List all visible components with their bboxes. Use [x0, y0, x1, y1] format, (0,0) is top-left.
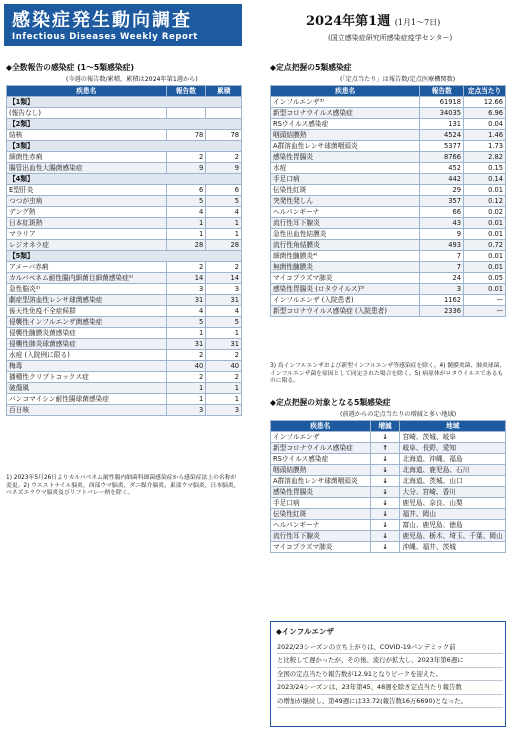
left-section-note: (今週の報告数/累積，累積は2024年第1週から) — [66, 76, 198, 83]
report-title: 感染症発生動向調査 — [12, 10, 192, 31]
category-row — [7, 141, 242, 152]
disease-name: (報告なし) — [7, 108, 167, 119]
influenza-line: 2023/24シーズンは、23年第45、48週を除き定点当たり報告数 — [277, 681, 503, 694]
disease-name: 細菌性髄膜炎⁴⁾ — [271, 251, 420, 262]
table-row — [7, 317, 242, 328]
weekly-count: 3 — [166, 284, 206, 295]
cumulative-count: 4 — [206, 207, 242, 218]
report-count: 2336 — [420, 306, 464, 317]
report-title-english: Infectious Diseases Weekly Report — [12, 32, 198, 42]
arrow-up-icon: ↑ — [382, 444, 388, 452]
disease-name: 伝染性紅斑 — [271, 185, 420, 196]
cumulative-count: 9 — [206, 163, 242, 174]
disease-name: 日本紅斑熱 — [7, 218, 167, 229]
per-sentinel: 0.14 — [464, 174, 506, 185]
weekly-count: 31 — [166, 295, 206, 306]
disease-name: ヘルパンギーナ — [271, 520, 371, 531]
table-row — [271, 251, 506, 262]
table-row — [7, 284, 242, 295]
table-row — [7, 383, 242, 394]
per-sentinel: 6.96 — [464, 108, 506, 119]
region-list: 北海道、鹿児島、石川 — [400, 465, 506, 476]
trend-cell — [370, 520, 400, 531]
col-header-cumulative: 累積 — [206, 86, 242, 97]
weekly-count: 2 — [166, 262, 206, 273]
disease-name: A群溶血性レンサ球菌咽頭炎 — [271, 141, 420, 152]
table-row — [271, 498, 506, 509]
disease-name: 侵襲性肺炎球菌感染症 — [7, 339, 167, 350]
table-row — [271, 509, 506, 520]
influenza-title: ◆インフルエンザ — [276, 627, 334, 636]
disease-name: 結核 — [7, 130, 167, 141]
disease-name: 新型コロナウイルス感染症 (入院患者) — [271, 306, 420, 317]
table-row — [271, 262, 506, 273]
influenza-box — [270, 621, 506, 727]
category-row — [7, 119, 242, 130]
per-sentinel: 0.15 — [464, 163, 506, 174]
disease-name: 感染性胃腸炎 — [271, 152, 420, 163]
left-footnote: 1) 2023年5月26日よりカルバペネム耐性腸内細菌科細菌感染症から感染症法上の名称が変更。2) ウエストナイル脳炎、西部ウマ脳炎、ダニ媒介脳炎、東部ウマ脳炎、日本脳炎、ベネズエラウマ脳炎及びリフトバレー熱を除く。 — [6, 475, 240, 497]
category-row — [7, 174, 242, 185]
report-count: 357 — [420, 196, 464, 207]
weekly-count: 1 — [166, 218, 206, 229]
cumulative-count: 31 — [206, 295, 242, 306]
cumulative-count: 40 — [206, 361, 242, 372]
per-sentinel: 0.01 — [464, 251, 506, 262]
disease-name: 咽頭結膜熱 — [271, 465, 371, 476]
disease-name: インフルエンザ — [271, 432, 371, 443]
per-sentinel: 0.01 — [464, 284, 506, 295]
region-list: 福井、岡山 — [400, 509, 506, 520]
report-count: 34035 — [420, 108, 464, 119]
report-week — [306, 10, 440, 29]
table-row — [271, 273, 506, 284]
report-count: 5377 — [420, 141, 464, 152]
report-count: 29 — [420, 185, 464, 196]
table-row — [271, 295, 506, 306]
category-label: 【1類】 — [7, 97, 242, 108]
table-row — [7, 163, 242, 174]
region-list: 鹿児島、栃木、埼玉、千葉、岡山 — [400, 531, 506, 542]
right-section-title: ◆定点把握の5類感染症 — [270, 63, 352, 72]
disease-name: 水痘 (入院例に限る) — [7, 350, 167, 361]
table-row — [7, 196, 242, 207]
table-row — [271, 542, 506, 553]
region-list: 沖縄、福井、茨城 — [400, 542, 506, 553]
trend-cell — [370, 509, 400, 520]
weekly-count: 2 — [166, 372, 206, 383]
report-count: 43 — [420, 218, 464, 229]
arrow-down-icon: ↓ — [382, 543, 388, 551]
category-row — [7, 251, 242, 262]
trend-cell — [370, 443, 400, 454]
table-row — [7, 405, 242, 416]
cumulative-count: 1 — [206, 394, 242, 405]
table-row — [271, 487, 506, 498]
per-sentinel: 1.73 — [464, 141, 506, 152]
disease-name: つつが虫病 — [7, 196, 167, 207]
table-row — [271, 476, 506, 487]
weekly-count: 6 — [166, 185, 206, 196]
table-row — [271, 119, 506, 130]
table-row — [7, 229, 242, 240]
region-list: 岐阜、長野、愛知 — [400, 443, 506, 454]
disease-name: 手足口病 — [271, 174, 420, 185]
cumulative-count: 2 — [206, 372, 242, 383]
arrow-down-icon: ↓ — [382, 455, 388, 463]
weekly-count: 1 — [166, 229, 206, 240]
per-sentinel: 0.01 — [464, 218, 506, 229]
category-label: 【2類】 — [7, 119, 242, 130]
arrow-down-icon: ↓ — [382, 477, 388, 485]
weekly-count: 1 — [166, 394, 206, 405]
cumulative-count: 78 — [206, 130, 242, 141]
col-header-region: 地域 — [400, 421, 506, 432]
table-row — [7, 130, 242, 141]
table-row — [271, 531, 506, 542]
arrow-down-icon: ↓ — [382, 466, 388, 474]
category-label: 【3類】 — [7, 141, 242, 152]
weekly-count: 78 — [166, 130, 206, 141]
disease-name: 流行性角結膜炎 — [271, 240, 420, 251]
disease-name: インフルエンザ³⁾ — [271, 97, 420, 108]
per-sentinel: 2.82 — [464, 152, 506, 163]
cumulative-count: 3 — [206, 405, 242, 416]
report-count: 8766 — [420, 152, 464, 163]
report-count: 452 — [420, 163, 464, 174]
cumulative-count: 5 — [206, 196, 242, 207]
table-row — [7, 218, 242, 229]
trend-cell — [370, 531, 400, 542]
table-row — [271, 465, 506, 476]
region-list: 北海道、沖縄、福島 — [400, 454, 506, 465]
trend-cell — [370, 476, 400, 487]
weekly-count: 3 — [166, 405, 206, 416]
col-header-count: 報告数 — [166, 86, 206, 97]
cumulative-count: 2 — [206, 350, 242, 361]
disease-name: 感染性胃腸炎 — [271, 487, 371, 498]
weekly-count: 14 — [166, 273, 206, 284]
disease-name: 侵襲性髄膜炎菌感染症 — [7, 328, 167, 339]
disease-name: 流行性耳下腺炎 — [271, 218, 420, 229]
table-row — [271, 141, 506, 152]
disease-name: 流行性耳下腺炎 — [271, 531, 371, 542]
arrow-down-icon: ↓ — [382, 521, 388, 529]
disease-name: マイコプラズマ肺炎 — [271, 542, 371, 553]
disease-name: RSウイルス感染症 — [271, 454, 371, 465]
disease-name: 破傷風 — [7, 383, 167, 394]
report-count: 24 — [420, 273, 464, 284]
per-sentinel: 0.01 — [464, 262, 506, 273]
trend-cell — [370, 498, 400, 509]
disease-name: 百日咳 — [7, 405, 167, 416]
table-row — [7, 394, 242, 405]
influenza-body — [277, 641, 503, 708]
disease-name: アメーバ赤痢 — [7, 262, 167, 273]
notifiable-disease-table — [6, 85, 242, 416]
cumulative-count: 1 — [206, 229, 242, 240]
disease-name: 急性出血性結膜炎 — [271, 229, 420, 240]
influenza-line: と比較して遅かったが、その後、流行が拡大し、2023年第6週に — [277, 654, 503, 667]
region-list: 大分、宮崎、香川 — [400, 487, 506, 498]
table-row — [271, 130, 506, 141]
report-count: 3 — [420, 284, 464, 295]
per-sentinel: 0.01 — [464, 229, 506, 240]
disease-name: 腸管出血性大腸菌感染症 — [7, 163, 167, 174]
right-footnote: 3) 鳥インフルエンザおよび新型インフルエンザ等感染症を除く。4) 髄膜炎菌、肺炎球菌、インフルエンザ菌を原因として同定された場合を除く。5) 病原体がロタウイルスであるものに限る。 — [270, 363, 506, 385]
disease-name: 無菌性髄膜炎 — [271, 262, 420, 273]
cumulative-count: 2 — [206, 152, 242, 163]
disease-name: A群溶血性レンサ球菌咽頭炎 — [271, 476, 371, 487]
weekly-count: 2 — [166, 152, 206, 163]
arrow-down-icon: ↓ — [382, 433, 388, 441]
category-row — [7, 97, 242, 108]
cumulative-count: 1 — [206, 383, 242, 394]
cumulative-count: 4 — [206, 306, 242, 317]
weekly-count: 4 — [166, 207, 206, 218]
influenza-line: 全国の定点当たり報告数が12.91となりピークを迎えた。 — [277, 668, 503, 681]
trend-section-note: (前週からの定点当たりの増減と多い地域) — [340, 411, 457, 418]
table-row — [271, 306, 506, 317]
table-row — [271, 97, 506, 108]
report-count: 61918 — [420, 97, 464, 108]
table-row — [7, 295, 242, 306]
report-count: 7 — [420, 262, 464, 273]
col-header-trend: 増減 — [370, 421, 400, 432]
table-row — [271, 443, 506, 454]
left-section-title: ◆全数報告の感染症 (1～5類感染症) — [6, 63, 135, 72]
report-count: 66 — [420, 207, 464, 218]
table-row — [7, 152, 242, 163]
table-row — [271, 240, 506, 251]
weekly-count: 1 — [166, 328, 206, 339]
disease-name: マラリア — [7, 229, 167, 240]
table-row — [7, 108, 242, 119]
arrow-down-icon: ↓ — [382, 532, 388, 540]
col-header-count: 報告数 — [420, 86, 464, 97]
weekly-count: 2 — [166, 350, 206, 361]
report-count: 4524 — [420, 130, 464, 141]
disease-name: 播種性クリプトコックス症 — [7, 372, 167, 383]
trend-cell — [370, 487, 400, 498]
trend-cell — [370, 432, 400, 443]
disease-name: RSウイルス感染症 — [271, 119, 420, 130]
table-row — [7, 372, 242, 383]
table-row — [271, 207, 506, 218]
table-row — [271, 229, 506, 240]
per-sentinel: — — [464, 306, 506, 317]
weekly-count: 31 — [166, 339, 206, 350]
weekly-count: 4 — [166, 306, 206, 317]
table-row — [7, 207, 242, 218]
table-row — [271, 108, 506, 119]
trend-section-title: ◆定点把握の対象となる5類感染症 — [270, 398, 391, 407]
disease-name: 劇症型溶血性レンサ球菌感染症 — [7, 295, 167, 306]
disease-name: 急性脳炎²⁾ — [7, 284, 167, 295]
table-row — [7, 361, 242, 372]
report-count: 442 — [420, 174, 464, 185]
disease-name: 咽頭結膜熱 — [271, 130, 420, 141]
table-row — [7, 306, 242, 317]
cumulative-count: 5 — [206, 317, 242, 328]
table-row — [7, 240, 242, 251]
disease-name: 突発性発しん — [271, 196, 420, 207]
influenza-line: 2022/23シーズンの立ち上がりは、COVID-19パンデミック前 — [277, 641, 503, 654]
weekly-count: 5 — [166, 196, 206, 207]
disease-name: ヘルパンギーナ — [271, 207, 420, 218]
table-row — [271, 284, 506, 295]
disease-name: 新型コロナウイルス感染症 — [271, 443, 371, 454]
region-list: 富山、鹿児島、徳島 — [400, 520, 506, 531]
right-section-note: (「定点当たり」は報告数/定点医療機関数) — [340, 76, 456, 83]
disease-name: E型肝炎 — [7, 185, 167, 196]
disease-name: 感染性胃腸炎 (ロタウイルス)⁵⁾ — [271, 284, 420, 295]
report-count: 9 — [420, 229, 464, 240]
disease-name: 梅毒 — [7, 361, 167, 372]
title-banner — [4, 4, 242, 46]
region-list: 鹿児島、奈良、山梨 — [400, 498, 506, 509]
table-row — [7, 273, 242, 284]
per-sentinel: 0.72 — [464, 240, 506, 251]
cumulative-count: 31 — [206, 339, 242, 350]
cumulative-count: 6 — [206, 185, 242, 196]
cumulative-count — [206, 108, 242, 119]
weekly-count: 5 — [166, 317, 206, 328]
influenza-line: の増加が継続し、第49週には33.72(報告数16万6690)となった。 — [277, 695, 503, 708]
per-sentinel: 0.02 — [464, 207, 506, 218]
table-row — [271, 454, 506, 465]
weekly-count: 1 — [166, 383, 206, 394]
disease-name: 水痘 — [271, 163, 420, 174]
weekly-count — [166, 108, 206, 119]
organization: (国立感染症研究所感染症疫学センター) — [328, 34, 453, 42]
report-header — [0, 0, 512, 48]
category-label: 【5類】 — [7, 251, 242, 262]
per-sentinel: 12.66 — [464, 97, 506, 108]
table-row — [271, 152, 506, 163]
arrow-down-icon: ↓ — [382, 510, 388, 518]
col-header-disease: 疾患名 — [7, 86, 167, 97]
disease-name: 侵襲性インフルエンザ菌感染症 — [7, 317, 167, 328]
category-label: 【4類】 — [7, 174, 242, 185]
disease-name: カルバペネム耐性腸内細菌目細菌感染症¹⁾ — [7, 273, 167, 284]
week-label: 2024年第1週 — [306, 14, 391, 29]
table-row — [7, 185, 242, 196]
table-row — [7, 350, 242, 361]
trend-table — [270, 420, 506, 553]
col-header-disease: 疾患名 — [271, 86, 420, 97]
week-range: (1月1～7日) — [394, 18, 441, 27]
per-sentinel: 1.46 — [464, 130, 506, 141]
disease-name: 手足口病 — [271, 498, 371, 509]
weekly-count: 40 — [166, 361, 206, 372]
cumulative-count: 1 — [206, 328, 242, 339]
weekly-count: 28 — [166, 240, 206, 251]
sentinel-disease-table — [270, 85, 506, 317]
table-row — [271, 432, 506, 443]
table-row — [271, 185, 506, 196]
disease-name: 後天性免疫不全症候群 — [7, 306, 167, 317]
cumulative-count: 3 — [206, 284, 242, 295]
col-header-per-sentinel: 定点当たり — [464, 86, 506, 97]
region-list: 北海道、茨城、山口 — [400, 476, 506, 487]
disease-name: レジオネラ症 — [7, 240, 167, 251]
cumulative-count: 14 — [206, 273, 242, 284]
report-count: 7 — [420, 251, 464, 262]
table-row — [7, 328, 242, 339]
per-sentinel: 0.05 — [464, 273, 506, 284]
region-list: 宮崎、茨城、岐阜 — [400, 432, 506, 443]
table-row — [271, 163, 506, 174]
table-row — [271, 218, 506, 229]
arrow-down-icon: ↓ — [382, 488, 388, 496]
report-count: 493 — [420, 240, 464, 251]
trend-cell — [370, 465, 400, 476]
disease-name: 細菌性赤痢 — [7, 152, 167, 163]
per-sentinel: — — [464, 295, 506, 306]
disease-name: 伝染性紅斑 — [271, 509, 371, 520]
cumulative-count: 2 — [206, 262, 242, 273]
cumulative-count: 1 — [206, 218, 242, 229]
cumulative-count: 28 — [206, 240, 242, 251]
arrow-down-icon: ↓ — [382, 499, 388, 507]
disease-name: バンコマイシン耐性腸球菌感染症 — [7, 394, 167, 405]
weekly-count: 9 — [166, 163, 206, 174]
disease-name: インフルエンザ (入院患者) — [271, 295, 420, 306]
report-count: 1162 — [420, 295, 464, 306]
per-sentinel: 0.04 — [464, 119, 506, 130]
table-row — [271, 520, 506, 531]
per-sentinel: 0.01 — [464, 185, 506, 196]
col-header-disease: 疾患名 — [271, 421, 371, 432]
trend-cell — [370, 542, 400, 553]
trend-cell — [370, 454, 400, 465]
table-row — [7, 339, 242, 350]
table-row — [7, 262, 242, 273]
per-sentinel: 0.12 — [464, 196, 506, 207]
report-count: 131 — [420, 119, 464, 130]
disease-name: 新型コロナウイルス感染症 — [271, 108, 420, 119]
table-row — [271, 196, 506, 207]
table-row — [271, 174, 506, 185]
disease-name: マイコプラズマ肺炎 — [271, 273, 420, 284]
disease-name: デング熱 — [7, 207, 167, 218]
